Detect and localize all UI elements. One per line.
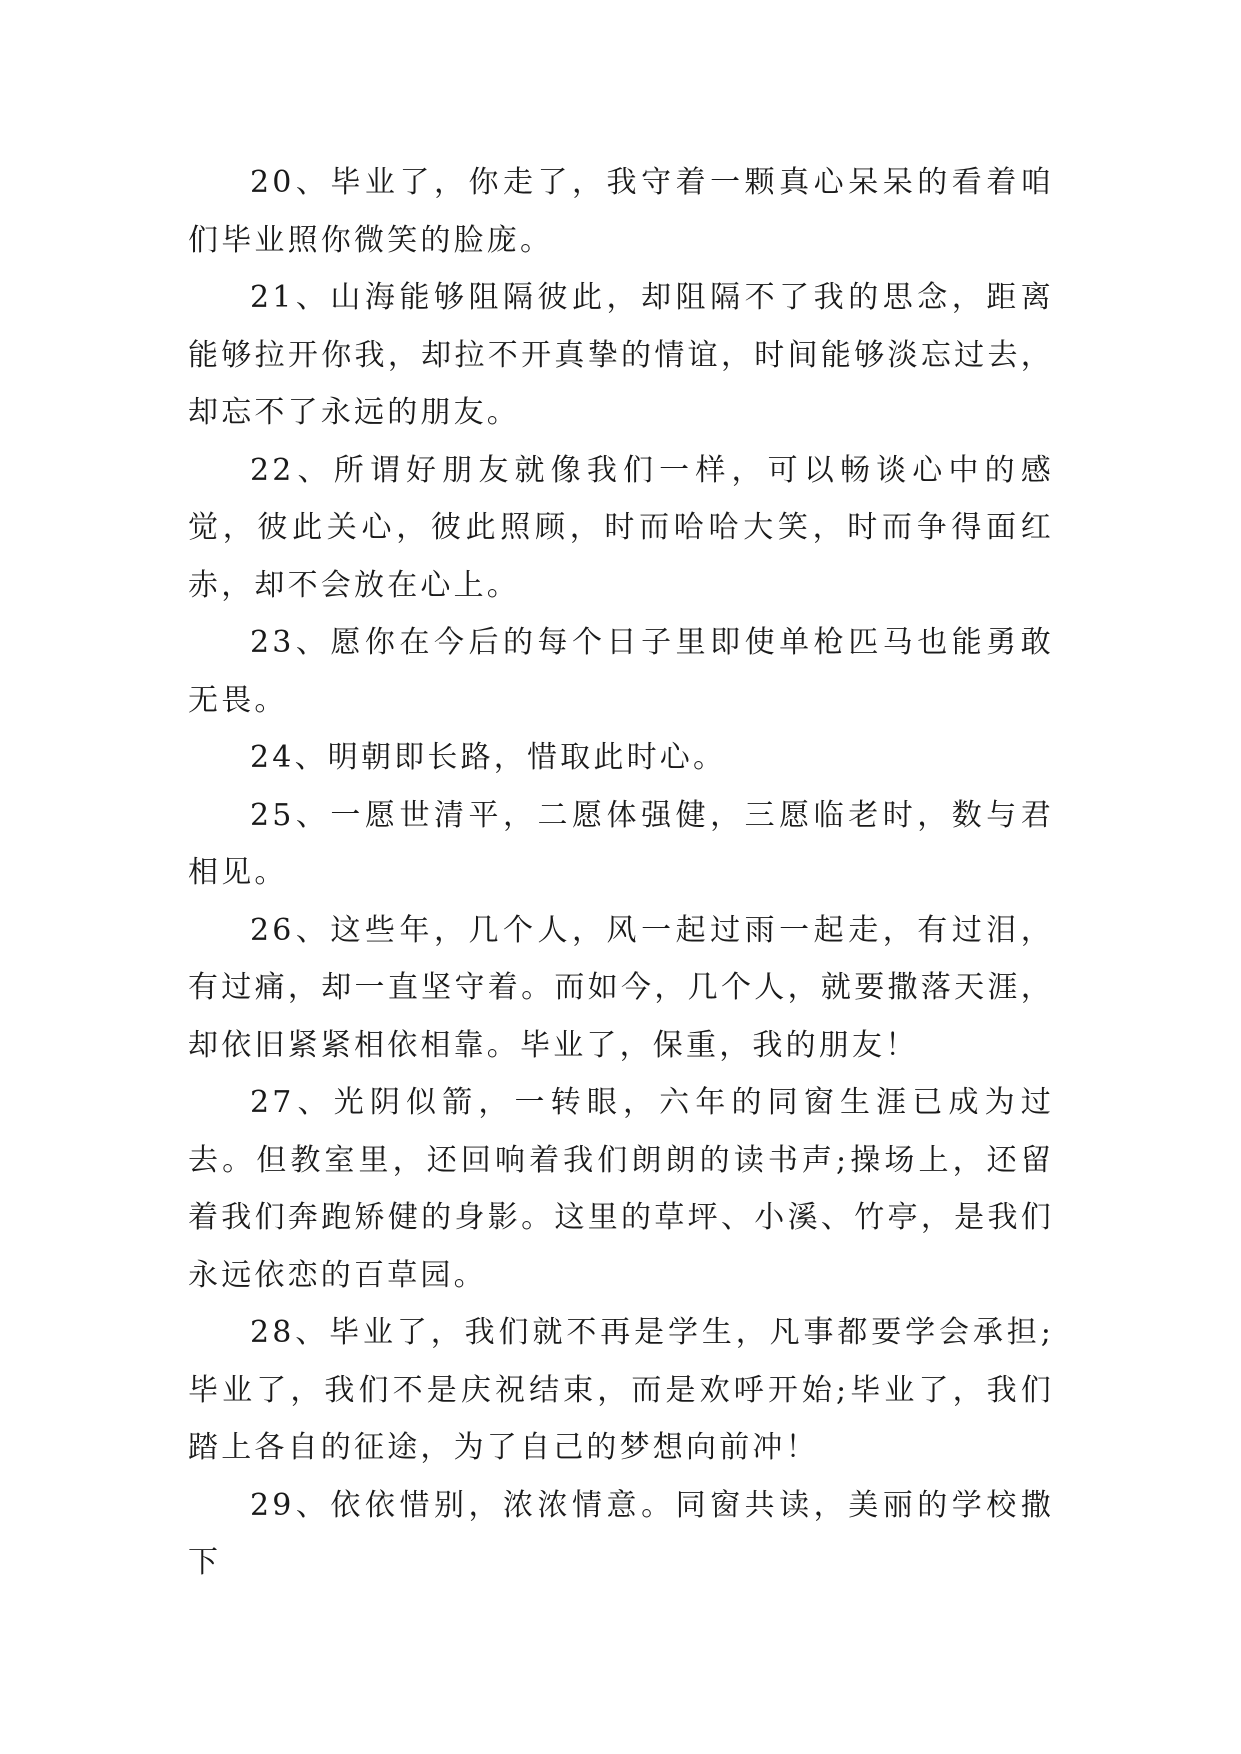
paragraph-24: 24、明朝即长路，惜取此时心。: [250, 740, 727, 775]
paragraph-23: 23、愿你在今后的每个日子里即使单枪匹马也能勇敢无畏。: [188, 625, 1054, 718]
paragraph-20: 20、毕业了，你走了，我守着一颗真心呆呆的看着咱们毕业照你微笑的脸庞。: [188, 165, 1054, 258]
paragraph-25: 25、一愿世清平，二愿体强健，三愿临老时，数与君相见。: [188, 797, 1054, 890]
paragraph-22: 22、所谓好朋友就像我们一样，可以畅谈心中的感觉，彼此关心，彼此照顾，时而哈哈大笑，时而争得面红赤，却不会放在心上。: [188, 452, 1054, 603]
paragraph-21: 21、山海能够阻隔彼此，却阻隔不了我的思念，距离能够拉开你我，却拉不开真挚的情谊，时间能够淡忘过去，却忘不了永远的朋友。: [188, 280, 1054, 430]
paragraph-29: 29、依依惜别，浓浓情意。同窗共读，美丽的学校撒下: [188, 1487, 1054, 1580]
document-body: [188, 154, 1054, 1592]
paragraph-28: 28、毕业了，我们就不再是学生，凡事都要学会承担;毕业了，我们不是庆祝结束，而是欢呼开始;毕业了，我们踏上各自的征途，为了自己的梦想向前冲！: [188, 1315, 1054, 1465]
paragraph-26: 26、这些年，几个人，风一起过雨一起走，有过泪，有过痛，却一直坚守着。而如今，几个人，就要撒落天涯，却依旧紧紧相依相靠。毕业了，保重，我的朋友！: [188, 912, 1054, 1063]
paragraph-27: 27、光阴似箭，一转眼，六年的同窗生涯已成为过去。但教室里，还回响着我们朗朗的读书声;操场上，还留着我们奔跑矫健的身影。这里的草坪、小溪、竹亭，是我们永远依恋的百草园。: [188, 1085, 1054, 1293]
